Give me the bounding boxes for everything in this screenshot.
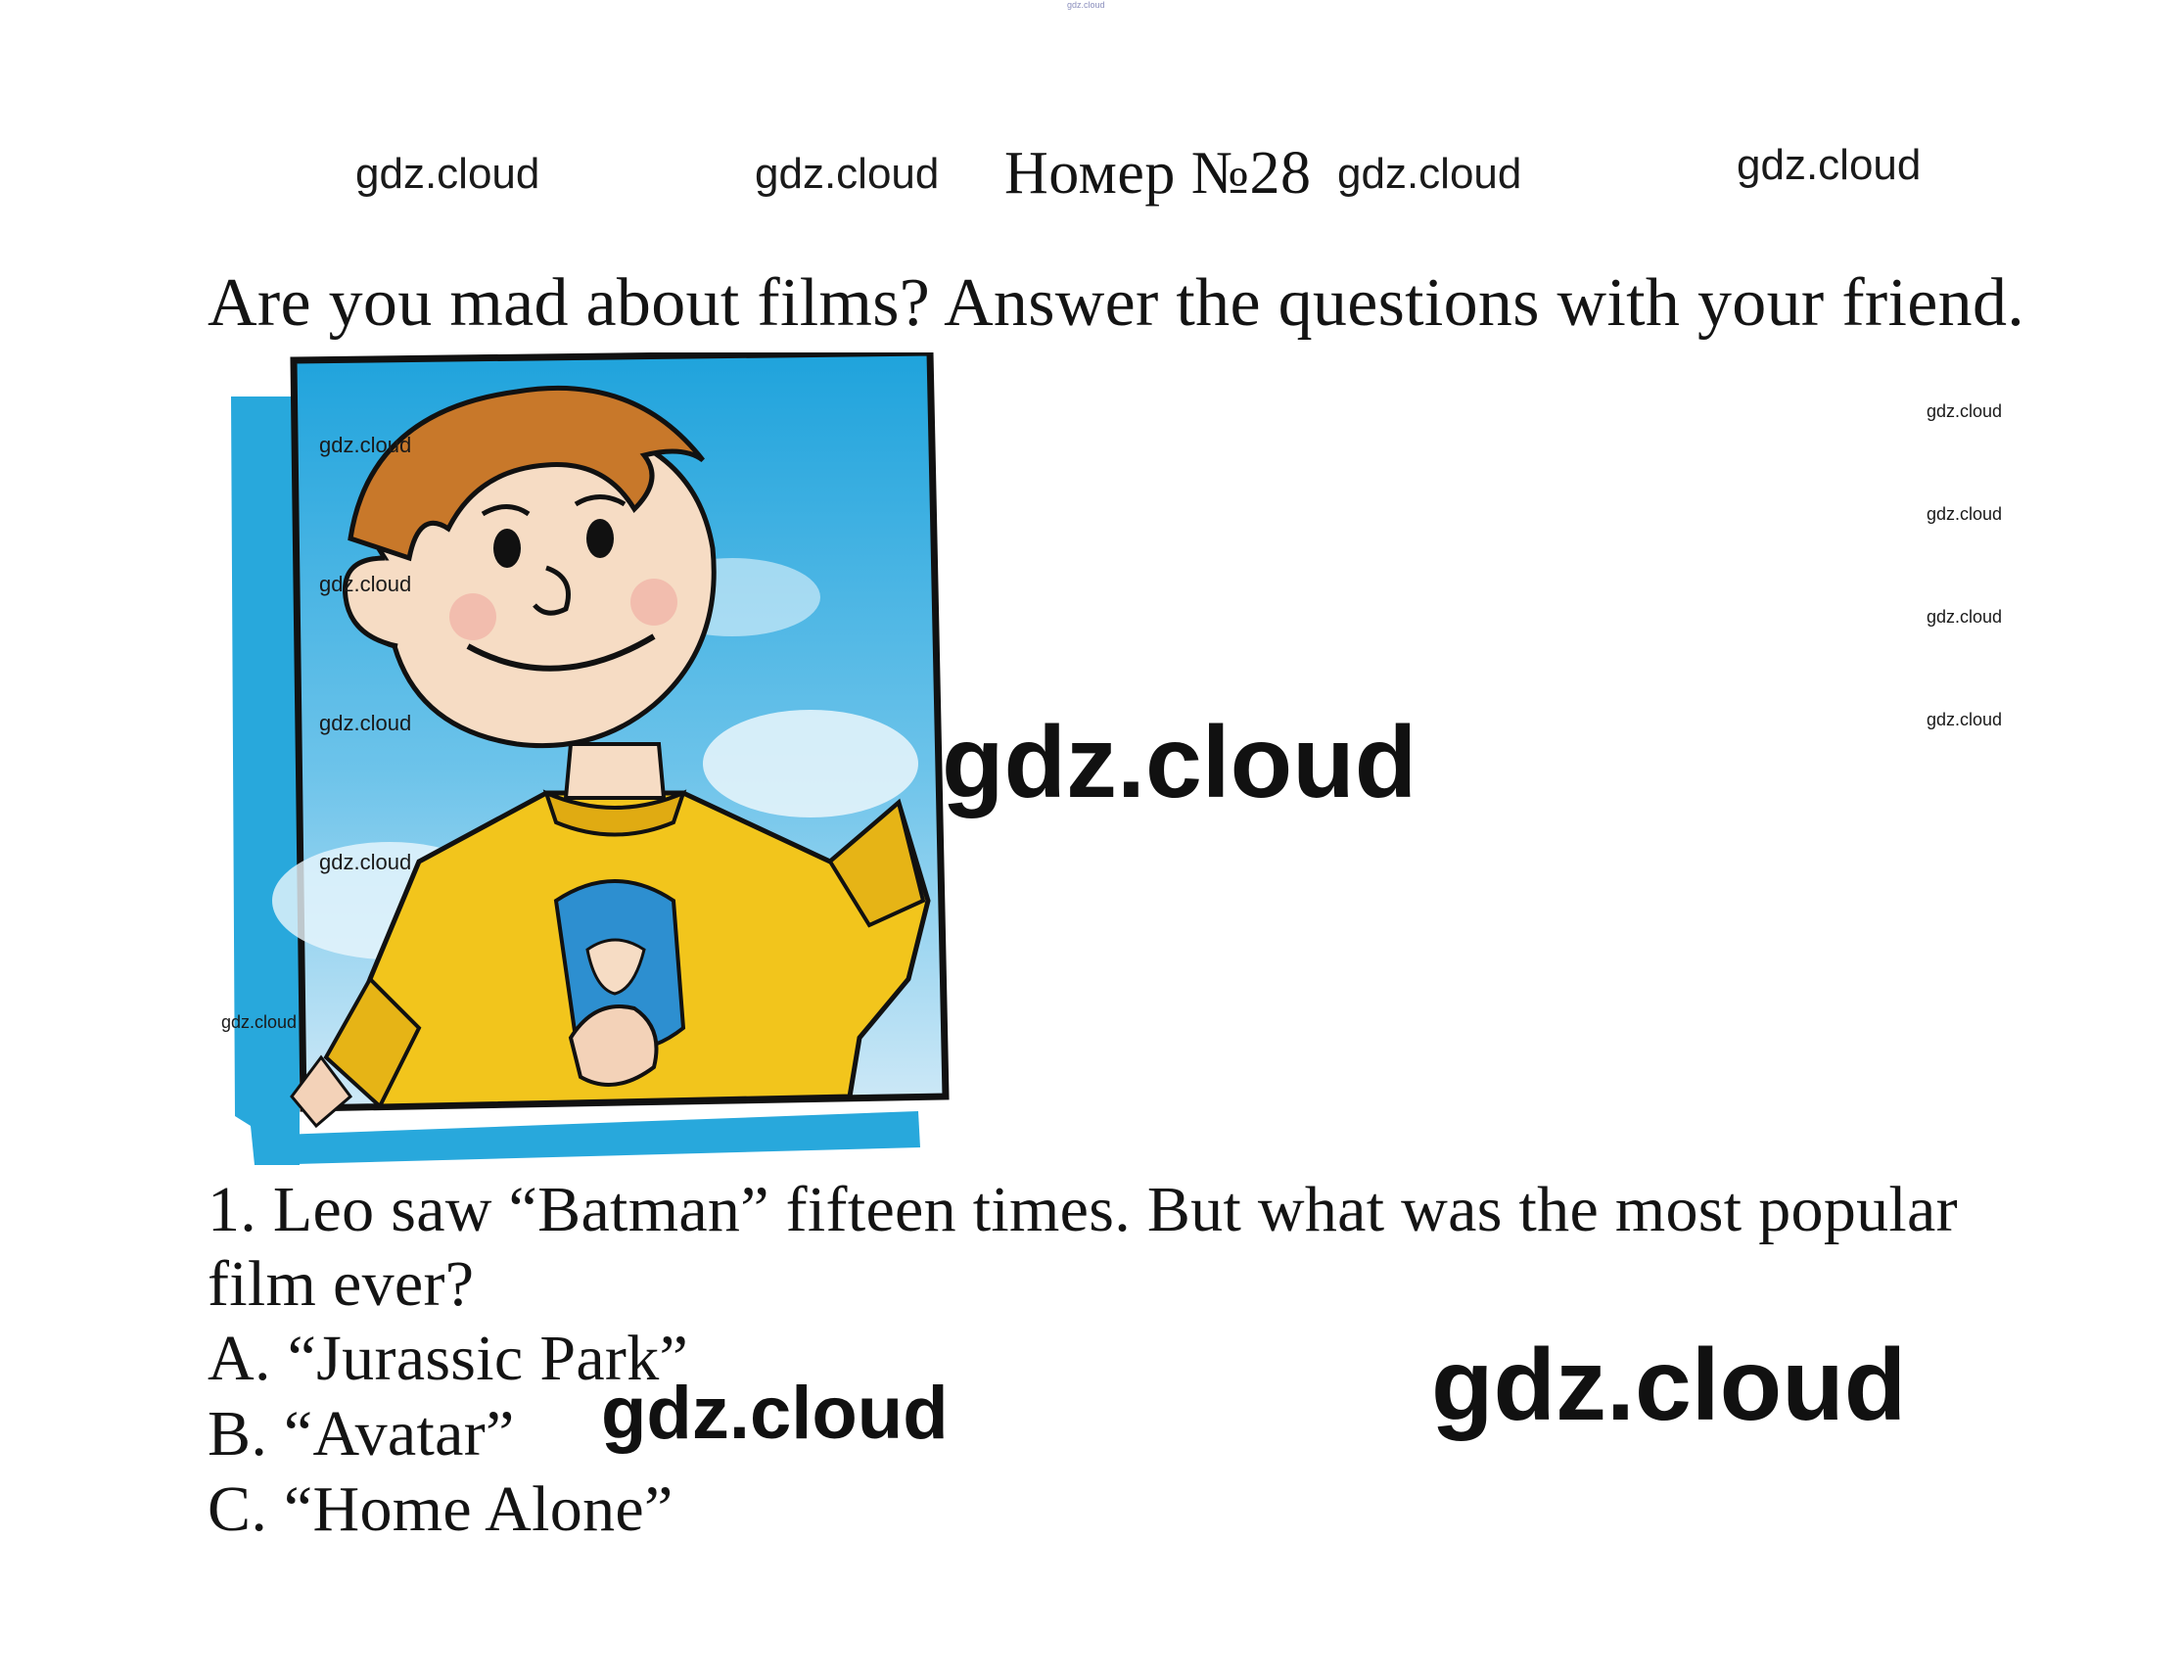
question-line-2: film ever?: [208, 1248, 475, 1320]
watermark-image-2: gdz.cloud: [319, 572, 412, 596]
watermark-image-1: gdz.cloud: [319, 433, 412, 457]
option-c: C. “Home Alone”: [208, 1473, 674, 1545]
watermark-center-large: gdz.cloud: [942, 706, 1417, 819]
watermark-options: gdz.cloud: [601, 1372, 949, 1455]
watermark-right-3: gdz.cloud: [1927, 607, 2003, 627]
background-card-bottom: [255, 1111, 920, 1165]
page-heading: Номер №28: [1004, 140, 1312, 207]
option-a: A. “Jurassic Park”: [208, 1323, 689, 1394]
instruction-text: Are you mad about films? Answer the questions with your friend.: [208, 265, 2025, 341]
watermark-image-3: gdz.cloud: [319, 711, 412, 735]
question-line-1: 1. Leo saw “Batman” fifteen times. But what was the most popular: [208, 1174, 1958, 1245]
watermark-right-1: gdz.cloud: [1927, 401, 2003, 421]
watermark-header-3: gdz.cloud: [1337, 150, 1522, 198]
watermark-header-1: gdz.cloud: [355, 150, 540, 198]
watermark-image-4: gdz.cloud: [319, 850, 412, 874]
watermark-header-4: gdz.cloud: [1737, 141, 1922, 189]
background-card: [231, 397, 300, 1165]
watermark-top: gdz.cloud: [1067, 0, 1105, 10]
watermark-header-2: gdz.cloud: [755, 150, 940, 198]
option-b: B. “Avatar”: [208, 1398, 515, 1470]
watermark-right-4: gdz.cloud: [1927, 710, 2003, 729]
watermark-right-2: gdz.cloud: [1927, 504, 2003, 524]
illustration-boy-batman: [223, 352, 955, 1165]
watermark-image-5: gdz.cloud: [221, 1012, 298, 1032]
watermark-bottom-right: gdz.cloud: [1431, 1329, 1907, 1442]
